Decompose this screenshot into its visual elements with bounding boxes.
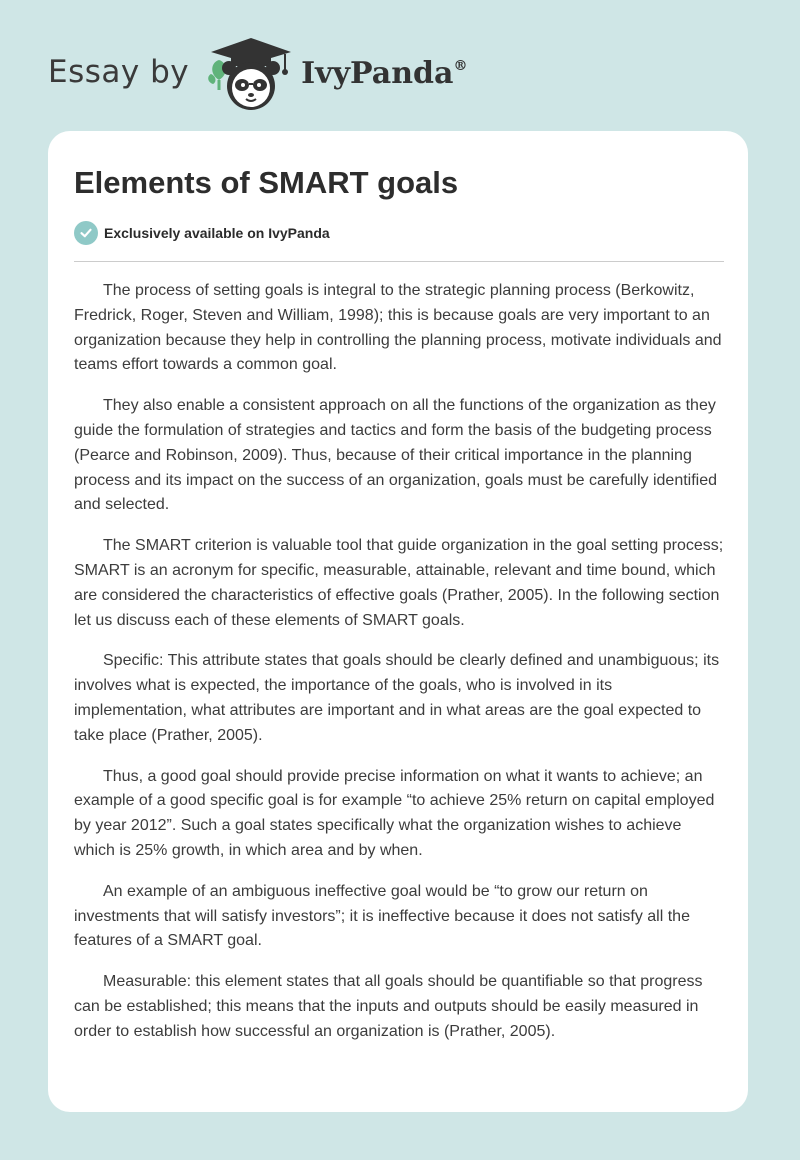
paragraph: Thus, a good goal should provide precise information on what it wants to achieve; an example of a good specific goal is for example “to achieve 25% return on capital employed by year 2012”. Such a goal states specifically what the organization wishes to achieve which is 25% growth, in which area and by when.: [74, 767, 715, 859]
panda-graduate-icon: [205, 32, 297, 112]
essay-by-label: Essay by: [48, 54, 190, 90]
brand-name[interactable]: IvyPanda®: [301, 55, 468, 91]
site-header: [48, 32, 467, 112]
essay-body: [74, 279, 724, 1061]
badge-label: Exclusively available on IvyPanda: [104, 225, 330, 241]
divider: [74, 261, 724, 262]
paragraph: An example of an ambiguous ineffective goal would be “to grow our return on investments that will satisfy investors”; it is ineffective because it does not satisfy all the features of a SMART goal.: [74, 882, 690, 950]
paragraph: They also enable a consistent approach on all the functions of the organization as they guide the formulation of strategies and tactics and form the basis of the budgeting process (Pearce and Robinson, 2009). Thus, because of their critical importance in the planning process and its impact on the success of an organization, goals must be carefully identified and selected.: [74, 397, 718, 514]
paragraph: Specific: This attribute states that goals should be clearly defined and unambiguous; its involves what is expected, the importance of the goals, who is involved in its implementation, what attributes are important and in what areas are the goal expected to take place (Prather, 2005).: [74, 652, 720, 744]
registered-mark: ®: [453, 57, 468, 74]
paragraph: Measurable: this element states that all goals should be quantifiable so that progress can be established; this means that the inputs and outputs should be easily measured in order to establish how successful an organization is (Prather, 2005).: [74, 973, 703, 1040]
paragraph: The SMART criterion is valuable tool that guide organization in the goal setting process; SMART is an acronym for specific, measurable, attainable, relevant and time bound, which are considered the characteristics of effective goals (Prather, 2005). In the following section let us discuss each of these elements of SMART goals.: [74, 537, 724, 629]
check-circle-icon: [74, 221, 98, 245]
essay-card: [48, 131, 748, 1112]
exclusive-badge: [74, 221, 330, 245]
paragraph: The process of setting goals is integral to the strategic planning process (Berkowitz, Fredrick, Roger, Steven and William, 1998); this is because goals are very important to an organization because they help in controlling the planning process, motivate individuals and teams effort towards a common goal.: [74, 282, 722, 374]
page-title: Elements of SMART goals: [74, 165, 459, 200]
